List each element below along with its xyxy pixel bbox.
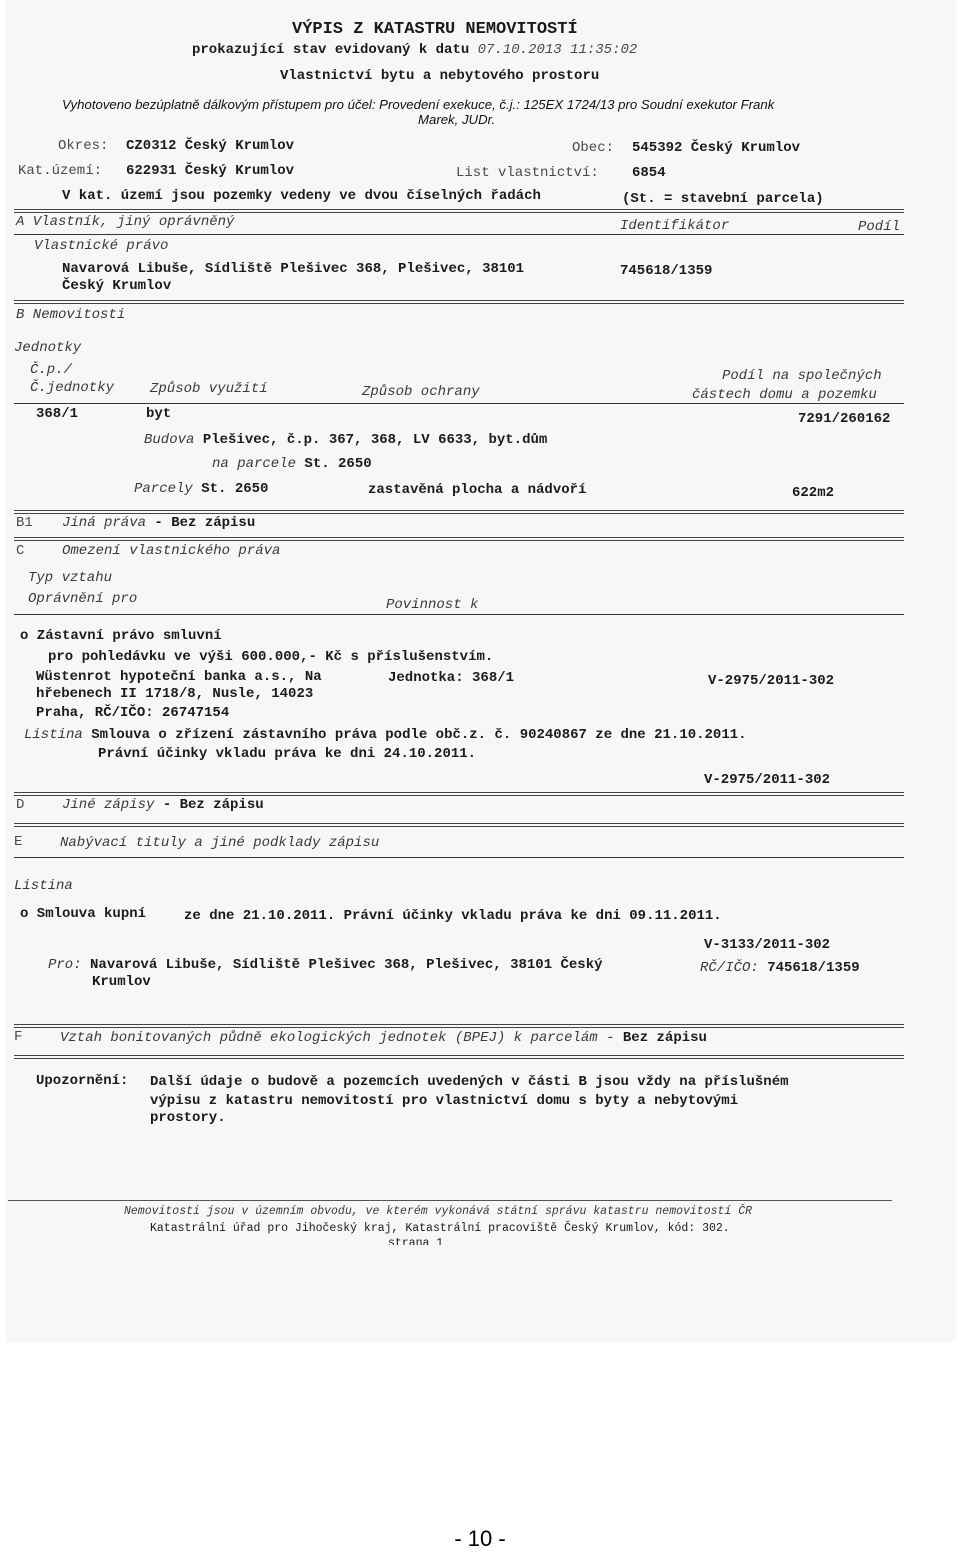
- relation-type-heading: Typ vztahu: [28, 570, 113, 586]
- owner-identifier: 745618/1359: [620, 263, 713, 279]
- section-f-label: Vztah bonitovaných půdně ekologických jednotek (BPEJ) k parcelám -: [60, 1030, 615, 1046]
- purchase-for-line2: Krumlov: [92, 974, 151, 990]
- divider: [14, 823, 904, 827]
- divider: [14, 300, 904, 304]
- section-c-label: Omezení vlastnického práva: [62, 543, 281, 559]
- lien-document-row: [24, 727, 747, 743]
- section-d-value: - Bez zápisu: [162, 797, 264, 813]
- purchase-contract: o Smlouva kupní: [20, 906, 147, 922]
- section-d-label: Jiné zápisy: [62, 797, 155, 813]
- creditor-line3: Praha, RČ/IČO: 26747154: [36, 705, 230, 721]
- unit-share: 7291/260162: [798, 411, 891, 427]
- section-f-value: Bez zápisu: [622, 1030, 707, 1046]
- header-line1: [192, 42, 637, 58]
- unit-number: 368/1: [36, 406, 79, 422]
- lien-document-value: Smlouva o zřízení zástavního práva podle obč.z. č. 90240867 ze dne 21.10.2011.: [91, 727, 747, 743]
- divider: [14, 537, 904, 541]
- purchase-for-row: [48, 957, 603, 973]
- divider: [14, 1055, 904, 1059]
- lien-ref-number: V-2975/2011-302: [708, 673, 835, 689]
- section-a-heading: A Vlastník, jiný oprávněný: [16, 214, 235, 230]
- col-identifier: Identifikátor: [620, 218, 730, 234]
- divider: [14, 614, 904, 615]
- footer-line2: Katastrální úřad pro Jihočeský kraj, Katastrální pracoviště Český Krumlov, kód: 302.: [150, 1222, 730, 1235]
- lien-effect-date: Právní účinky vkladu práva ke dni 24.10.2011.: [98, 746, 477, 762]
- on-parcel-value: St. 2650: [304, 456, 372, 472]
- purchase-rc-row: [700, 960, 860, 976]
- header-line2: Vlastnictví bytu a nebytového prostoru: [280, 68, 600, 84]
- lien-document-ref: V-2975/2011-302: [704, 772, 831, 788]
- ownership-subheading: Vlastnické právo: [34, 238, 169, 254]
- col-unit-no: Č.jednotky: [30, 380, 115, 396]
- owner-line2: Český Krumlov: [62, 278, 172, 294]
- divider: [14, 857, 904, 858]
- building-value: Plešivec, č.p. 367, 368, LV 6633, byt.dům: [202, 432, 548, 448]
- section-f-row: [60, 1030, 707, 1046]
- divider: [14, 209, 904, 213]
- on-parcel-label: na parcele: [212, 456, 297, 472]
- divider: [14, 403, 904, 404]
- lv-label: List vlastnictví:: [456, 165, 599, 181]
- obec-label: Obec:: [572, 140, 615, 156]
- purchase-for-label: Pro:: [48, 957, 82, 973]
- section-e-code: E: [14, 834, 23, 850]
- col-common-share-1: Podíl na společných: [722, 368, 882, 384]
- section-b1-row: [62, 515, 255, 531]
- section-d-row: [62, 797, 264, 813]
- page-number: - 10 -: [454, 1526, 506, 1551]
- lien-unit-ref: Jednotka: 368/1: [388, 670, 515, 686]
- parcel-series-note: V kat. území jsou pozemky vedeny ve dvou číselných řadách: [62, 188, 541, 204]
- section-d-code: D: [16, 797, 25, 813]
- section-c-code: C: [16, 543, 25, 559]
- unit-use: byt: [146, 406, 172, 422]
- document-heading: Listina: [14, 878, 73, 894]
- building-label: Budova: [144, 432, 195, 448]
- purpose-line1: Vyhotoveno bezúplatně dálkovým přístupem pro účel: Provedení exekuce, č.j.: 125EX 1724/13 pro Soudní exekutor Frank: [62, 97, 775, 112]
- purchase-contract-details: ze dne 21.10.2011. Právní účinky vkladu práva ke dni 09.11.2011.: [184, 908, 722, 924]
- divider: [14, 510, 904, 514]
- col-cp: Č.p./: [30, 362, 73, 378]
- purchase-for-value: Navarová Libuše, Sídliště Plešivec 368, Plešivec, 38101 Český: [90, 957, 603, 973]
- purpose-line2: Marek, JUDr.: [418, 112, 496, 127]
- parcels-row: [134, 481, 268, 497]
- col-share: Podíl: [858, 219, 901, 235]
- owner-line1: Navarová Libuše, Sídliště Plešivec 368, Plešivec, 38101: [62, 261, 525, 277]
- parcels-value: St. 2650: [201, 481, 269, 497]
- okres-value: CZ0312 Český Krumlov: [126, 138, 295, 154]
- units-heading: Jednotky: [14, 340, 82, 356]
- section-b1-label: Jiná práva: [62, 515, 147, 531]
- section-b-heading: B Nemovitosti: [16, 307, 126, 323]
- footer-page-label: strana 1: [388, 1237, 444, 1245]
- divider: [14, 792, 904, 796]
- warning-line3: prostory.: [150, 1110, 226, 1126]
- parcel-land-use: zastavěná plocha a nádvoří: [368, 482, 587, 498]
- creditor-line1: Wüstenrot hypoteční banka a.s., Na: [36, 669, 322, 685]
- header-date-prefix: prokazující stav evidovaný k datu: [192, 42, 470, 58]
- divider: [14, 234, 904, 235]
- section-e-label: Nabývací tituly a jiné podklady zápisu: [60, 835, 380, 851]
- katuzemi-value: 622931 Český Krumlov: [126, 163, 295, 179]
- lv-value: 6854: [632, 165, 666, 181]
- col-use: Způsob využití: [150, 381, 268, 397]
- creditor-line2: hřebenech II 1718/8, Nusle, 14023: [36, 686, 314, 702]
- lien-document-label: Listina: [24, 727, 83, 743]
- purchase-ref-number: V-3133/2011-302: [704, 937, 831, 953]
- obligation-heading: Povinnost k: [386, 597, 479, 613]
- warning-line1: Další údaje o budově a pozemcích uvedených v části B jsou vždy na příslušném: [150, 1074, 789, 1090]
- section-b1-value: - Bez zápisu: [154, 515, 256, 531]
- footer-line1: Nemovitosti jsou v územním obvodu, ve kterém vykonává státní správu katastru nemovitostí ČR: [124, 1205, 753, 1218]
- warning-line2: výpisu z katastru nemovitostí pro vlastnictví domu s byty a nebytovými: [150, 1093, 739, 1109]
- header-date: 07.10.2013 11:35:02: [477, 42, 638, 58]
- lien-title: o Zástavní právo smluvní: [20, 628, 222, 644]
- katuzemi-label: Kat.území:: [18, 163, 103, 179]
- parcel-area: 622m2: [792, 485, 835, 501]
- on-parcel-row: [212, 456, 372, 472]
- purchase-rc-label: RČ/IČO:: [700, 960, 759, 976]
- section-b1-code: B1: [16, 515, 33, 531]
- parcels-label: Parcely: [134, 481, 193, 497]
- parcel-abbrev-note: (St. = stavební parcela): [622, 191, 824, 207]
- col-protection: Způsob ochrany: [362, 384, 480, 400]
- purchase-rc-value: 745618/1359: [767, 960, 860, 976]
- document-title: VÝPIS Z KATASTRU NEMOVITOSTÍ: [292, 20, 578, 39]
- okres-label: Okres:: [58, 138, 109, 154]
- lien-amount: pro pohledávku ve výši 600.000,- Kč s příslušenstvím.: [48, 649, 494, 665]
- divider: [14, 1024, 904, 1028]
- warning-label: Upozornění:: [36, 1073, 129, 1089]
- section-f-code: F: [14, 1029, 23, 1045]
- obec-value: 545392 Český Krumlov: [632, 140, 801, 156]
- col-common-share-2: částech domu a pozemku: [692, 387, 877, 403]
- building-row: [144, 432, 547, 448]
- footer-divider: [8, 1200, 892, 1201]
- entitled-heading: Oprávnění pro: [28, 591, 138, 607]
